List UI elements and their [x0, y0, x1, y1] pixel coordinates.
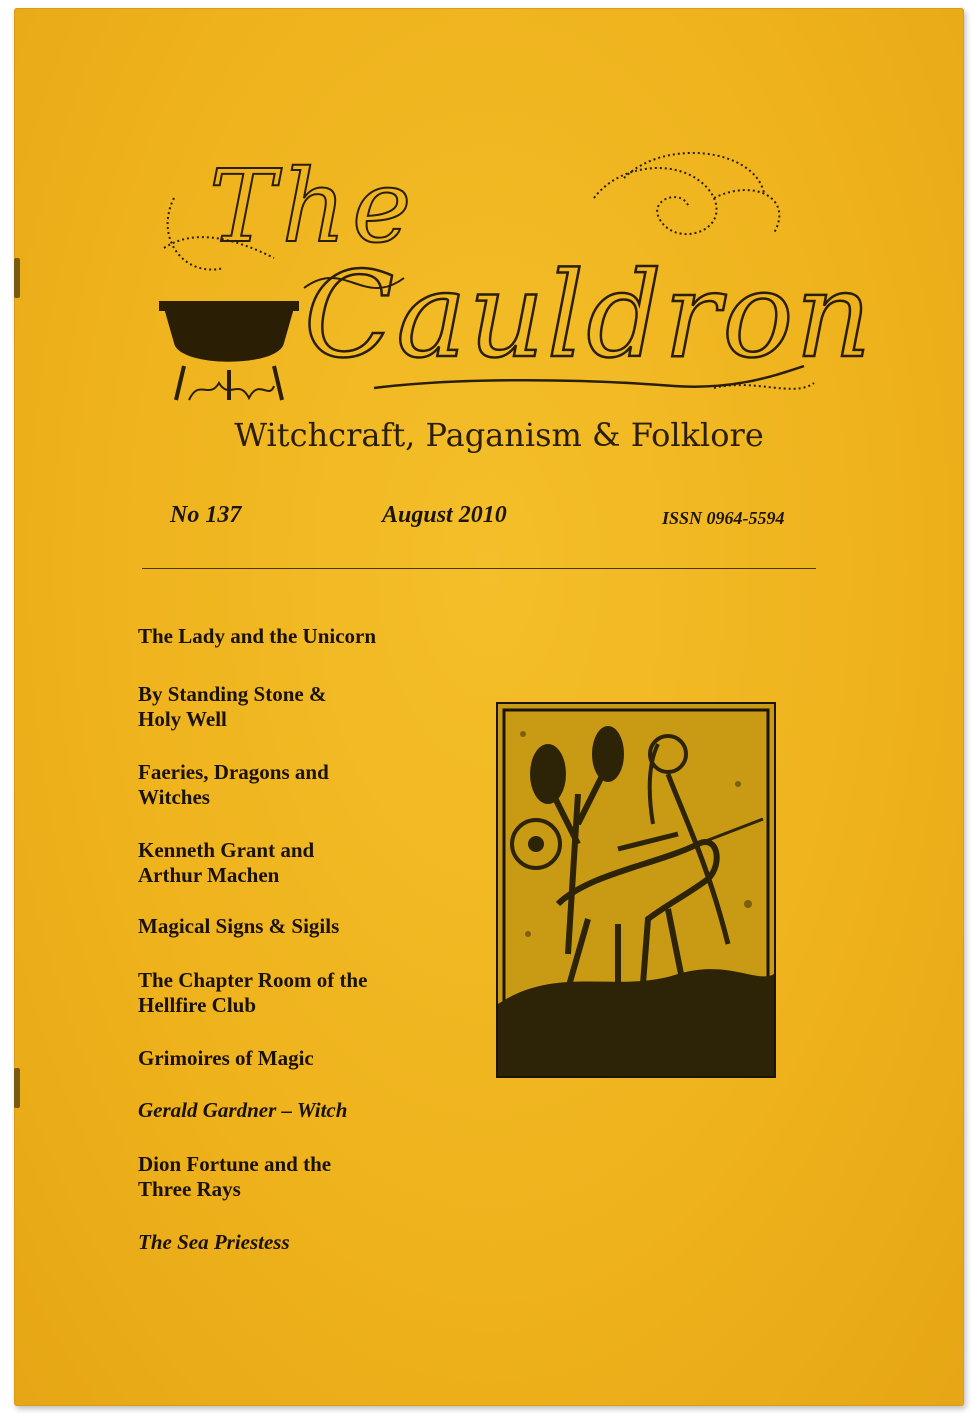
contents-item: Dion Fortune and the Three Rays — [138, 1152, 332, 1201]
contents-item: Grimoires of Magic — [138, 1046, 314, 1070]
title-cauldron: Cauldron — [304, 246, 874, 384]
contents-item: The Sea Priestess — [138, 1230, 290, 1254]
cauldron-icon — [159, 301, 299, 400]
staple — [14, 258, 20, 298]
contents-item: Gerald Gardner – Witch — [138, 1098, 348, 1122]
contents-item: By Standing Stone & Holy Well — [138, 682, 327, 731]
issue-issn: ISSN 0964-5594 — [662, 508, 785, 528]
issue-number: No 137 — [170, 502, 242, 528]
masthead-subtitle: Witchcraft, Paganism & Folklore — [234, 416, 764, 454]
title-the: The — [209, 148, 418, 265]
lady-and-unicorn-woodcut — [496, 702, 776, 1078]
issue-date: August 2010 — [382, 502, 507, 528]
masthead — [154, 138, 874, 454]
contents-item: Faeries, Dragons and Witches — [138, 760, 329, 809]
contents-item: The Lady and the Unicorn — [138, 624, 377, 648]
staple — [14, 1068, 20, 1108]
magazine-cover — [14, 8, 964, 1406]
unicorn-illustration-icon — [498, 704, 774, 1076]
contents-item: The Chapter Room of the Hellfire Club — [138, 968, 368, 1017]
contents-item: Magical Signs & Sigils — [138, 914, 340, 938]
divider — [142, 568, 816, 569]
contents-item: Kenneth Grant and Arthur Machen — [138, 838, 315, 887]
